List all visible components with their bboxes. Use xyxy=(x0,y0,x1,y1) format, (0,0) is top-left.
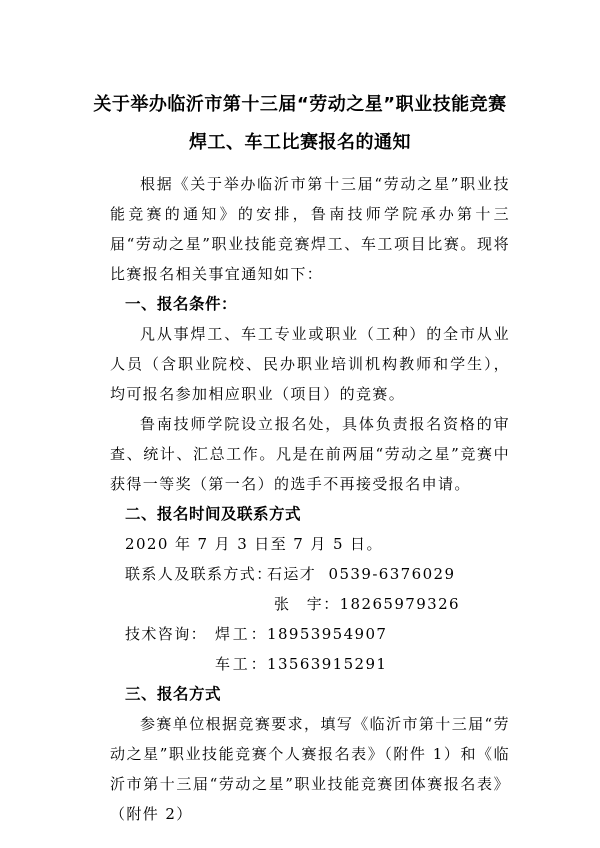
contact-1-phone: 0539-6376029 xyxy=(328,565,456,583)
tech-row-2 xyxy=(110,649,510,679)
document-title-line-2: 焊工、车工比赛报名的通知 xyxy=(189,132,411,153)
contact-row-1 xyxy=(110,559,510,589)
tech-2-key: 车工： xyxy=(215,655,267,673)
registration-date: 2020 年 7 月 3 日至 7 月 5 日。 xyxy=(125,535,383,553)
section-1-heading: 一、报名条件： xyxy=(125,295,238,313)
contact-2-phone: 18265979326 xyxy=(339,595,460,613)
tech-1-key: 焊工： xyxy=(215,625,267,643)
document-body xyxy=(110,169,510,829)
contact-row-2 xyxy=(110,589,510,619)
tech-2-phone: 13563915291 xyxy=(267,655,388,673)
tech-row-1 xyxy=(110,619,510,649)
contact-1-name: 石运才 xyxy=(267,565,317,583)
intro-paragraph: 根据《关于举办临沂市第十三届“劳动之星”职业技能竞赛的通知》的安排，鲁南技师学院承办第十三届“劳动之星”职业技能竞赛焊工、车工项目比赛。现将比赛报名相关事宜通知如下： xyxy=(110,175,510,283)
contact-label: 联系人及联系方式： xyxy=(125,565,273,583)
section-3-paragraph-1: 参赛单位根据竞赛要求，填写《临沂市第十三届“劳动之星”职业技能竞赛个人赛报名表》（附件 1）和《临沂市第十三届“劳动之星”职业技能竞赛团体赛报名表》（附件 2） xyxy=(110,715,510,823)
tech-consult-label: 技术咨询： xyxy=(125,625,208,643)
section-3-heading: 三、报名方式 xyxy=(125,685,222,703)
section-1-paragraph-2: 鲁南技师学院设立报名处，具体负责报名资格的审查、统计、汇总工作。凡是在前两届“劳动之星”竞赛中获得一等奖（第一名）的选手不再接受报名申请。 xyxy=(110,415,510,493)
section-1-paragraph-1: 凡从事焊工、车工专业或职业（工种）的全市从业人员（含职业院校、民办职业培训机构教师和学生），均可报名参加相应职业（项目）的竞赛。 xyxy=(110,325,510,403)
contact-2-name: 张 宇： xyxy=(274,595,340,613)
document-title-line-1: 关于举办临沂市第十三届“劳动之星”职业技能竞赛 xyxy=(93,94,507,115)
tech-1-phone: 18953954907 xyxy=(267,625,388,643)
section-2-heading: 二、报名时间及联系方式 xyxy=(125,505,302,523)
